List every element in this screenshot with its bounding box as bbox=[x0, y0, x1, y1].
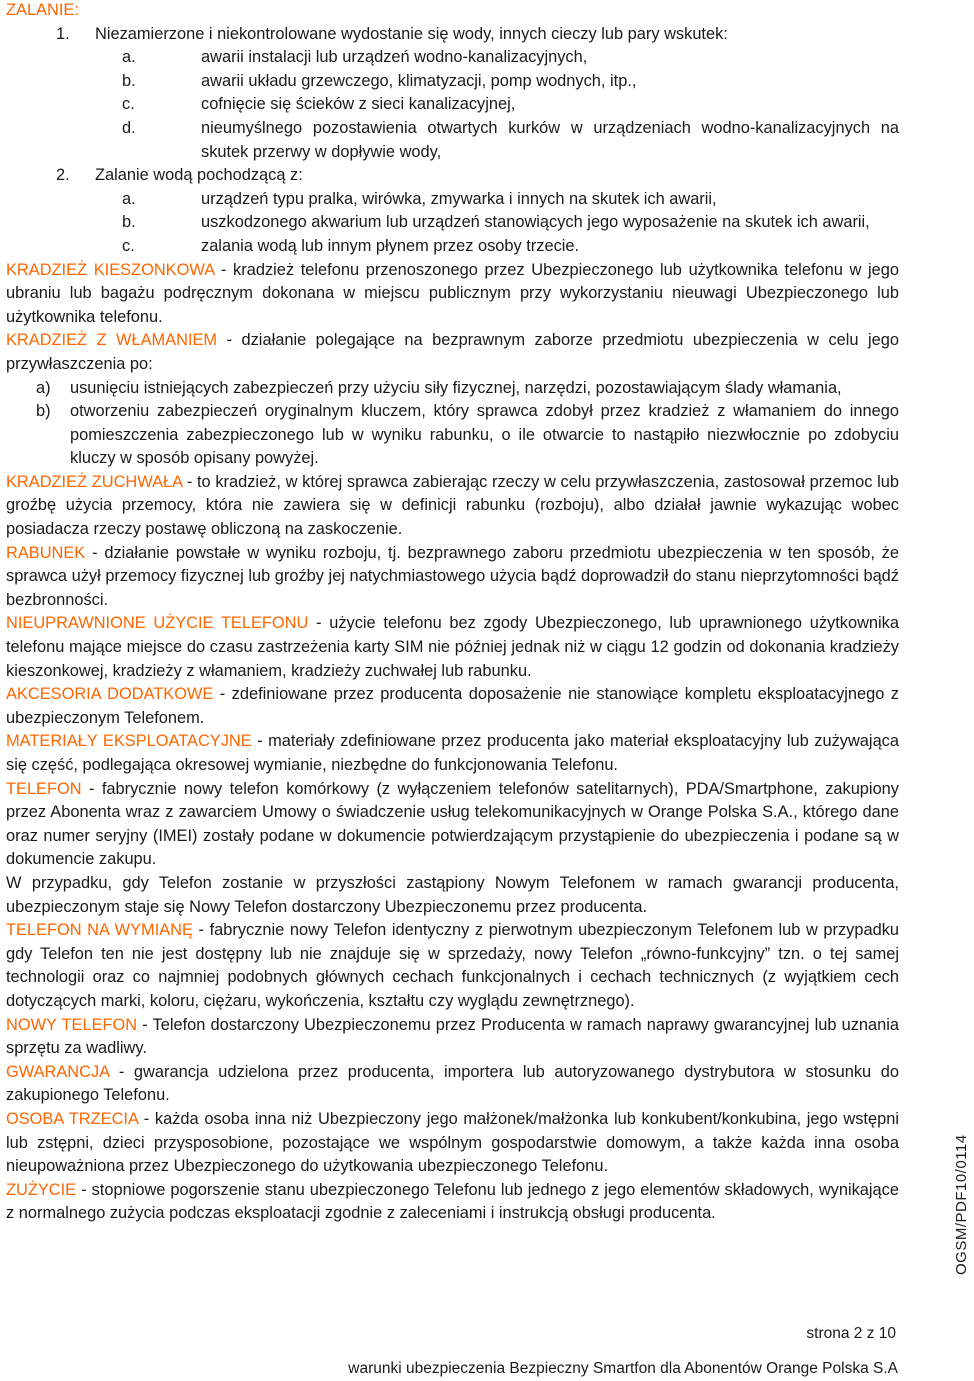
sub-list-item bbox=[6, 93, 899, 117]
list-item-text: Niezamierzone i niekontrolowane wydostanie się wody, innych cieczy lub pary wskutek: bbox=[95, 24, 728, 43]
definition-sub-item bbox=[6, 400, 899, 471]
list-item-text: Zalanie wodą pochodzącą z: bbox=[95, 166, 303, 185]
sub-list-letter: b. bbox=[122, 213, 136, 232]
sub-list-letter: c. bbox=[122, 236, 135, 255]
sub-list-text: uszkodzonego akwarium lub urządzeń stanowiących jego wyposażenie na skutek ich awarii, bbox=[201, 213, 870, 232]
definition-text: - fabrycznie nowy telefon komórkowy (z wyłączeniem telefonów satelitarnych), PDA/Smartphone, zakupiony przez Abonenta wraz z zawarciem Umowy o świadczenie usług telekomunikacyjnych w Orange Polska S.A., którego dane oraz numer seryjny (IMEI) zostały podane w dokumencie potwierdzającym przystąpienie do ubezpieczenia i podane są w dokumencie zakupu. bbox=[6, 779, 899, 869]
sub-list-letter: d. bbox=[122, 118, 136, 137]
definition-term: TELEFON bbox=[6, 779, 82, 798]
definition-term: KRADZIEŻ KIESZONKOWA bbox=[6, 260, 215, 279]
definition-gwarancja bbox=[6, 1061, 899, 1108]
definition-telefon bbox=[6, 778, 899, 872]
definition-text: - to kradzież, w której sprawca zabierając rzeczy w celu przywłaszczenia, zastosował przemoc lub groźbę użycia przemocy, która nie zawiera się w definicji rabunku (rozboju), albo działał jawnie wykazując wobec posiadacza rzeczy postawę obliczoną na zaskoczenie. bbox=[6, 472, 899, 539]
definition-materialy bbox=[6, 730, 899, 777]
sub-list-text: cofnięcie się ścieków z sieci kanalizacyjnej, bbox=[201, 95, 516, 114]
sub-list-text: zalania wodą lub innym płynem przez osoby trzecie. bbox=[201, 236, 580, 255]
footer-title: warunki ubezpieczenia Bezpieczny Smartfon dla Abonentów Orange Polska S.A bbox=[348, 1360, 898, 1377]
definition-term: RABUNEK bbox=[6, 543, 86, 562]
definition-term: GWARANCJA bbox=[6, 1062, 110, 1081]
definition-zuzycie bbox=[6, 1179, 899, 1226]
definition-term: KRADZIEŻ Z WŁAMANIEM bbox=[6, 331, 218, 350]
sub-list-item bbox=[6, 211, 899, 235]
definition-text: - użycie telefonu bez zgody Ubezpieczonego, lub uprawnionego użytkownika telefonu mające miejsce do czasu zastrzeżenia karty SIM nie później jednak niż w ciągu 12 godzin od dokonania kradzieży kieszonkowej, kradzieży z włamaniem, kradzieży zuchwałej lub rabunku. bbox=[6, 614, 899, 680]
definition-kradziez-z-wlamaniem bbox=[6, 329, 899, 376]
definition-text: - kradzież telefonu przenoszonego przez Ubezpieczonego lub użytkownika telefonu w jego ubraniu lub bagażu podręcznym dokonana w miejscu publicznym przy wykorzystaniu nieuwagi Ubezpieczonego lub użytkownika telefonu. bbox=[6, 260, 900, 326]
definition-text: - działanie polegające na bezprawnym zaborze przedmiotu ubezpieczenia w celu jego przywłaszczenia po: bbox=[6, 331, 899, 373]
definition-kradziez-zuchwala bbox=[6, 471, 899, 542]
sub-list-text: awarii układu grzewczego, klimatyzacji, pomp wodnych, itp., bbox=[201, 71, 637, 90]
list-number: 2. bbox=[56, 166, 70, 185]
definition-text: - zdefiniowane przez producenta doposażenie nie stanowiące kompletu eksploatacyjnego z ubezpieczonym Telefonem. bbox=[6, 685, 899, 727]
list-item bbox=[6, 164, 899, 188]
sub-list-letter: b. bbox=[122, 71, 136, 90]
definition-sub-text: otworzeniu zabezpieczeń oryginalnym kluczem, który sprawca zdobył przez kradzież z włamaniem do innego pomieszczenia zabezpieczonego lub w wyniku rabunku, o ile otwarcie to nastąpiło niezwłocznie po zdobyciu kluczy w sposób opisany powyżej. bbox=[70, 402, 899, 468]
definition-rabunek bbox=[6, 542, 899, 613]
definition-text: - materiały zdefiniowane przez producenta jako materiał eksploatacyjny lub zużywająca się część, podlegająca okresowej wymianie, niezbędne do funkcjonowania Telefonu. bbox=[6, 732, 899, 774]
definition-term: NOWY TELEFON bbox=[6, 1015, 138, 1034]
sub-list-item bbox=[6, 117, 899, 164]
definition-text: - działanie powstałe w wyniku rozboju, tj. bezprawnego zaboru przedmiotu ubezpieczenia w ten sposób, że sprawca użył przemocy fizycznej lub groźby jej natychmiastowego użycia bądź doprowadził do stanu nieprzytomności bądź bezbronności. bbox=[6, 543, 899, 609]
definition-text: - stopniowe pogorszenie stanu ubezpieczonego Telefonu lub jednego z jego elementów składowych, wynikające z normalnego zużycia podczas eksploatacji zgodnie z zaleceniami i instrukcją obsługi producenta. bbox=[6, 1180, 899, 1223]
definition-akcesoria bbox=[6, 683, 899, 730]
definition-text: - gwarancja udzielona przez producenta, importera lub autoryzowanego dystrybutora w stosunku do zakupionego Telefonu. bbox=[6, 1062, 899, 1105]
definition-text: - każda osoba inna niż Ubezpieczony jego małżonek/małżonka lub konkubent/konkubina, jego wstępni lub zstępni, dzieci przysposobione, pozostające we wspólnym gospodarstwie domowym, a także każda inna osoba nieupoważniona przez Ubezpieczonego do użytkowania ubezpieczonego Telefonu. bbox=[6, 1109, 899, 1176]
sub-list-letter: a. bbox=[122, 48, 136, 67]
document-page bbox=[6, 0, 899, 1226]
sub-list-text: awarii instalacji lub urządzeń wodno-kanalizacyjnych, bbox=[201, 48, 588, 67]
sub-list-item bbox=[6, 46, 899, 70]
definition-term: AKCESORIA DODATKOWE bbox=[6, 685, 214, 704]
definition-term: ZUŻYCIE bbox=[6, 1180, 77, 1199]
definition-sub-letter: b) bbox=[36, 402, 51, 421]
definition-term: KRADZIEŻ ZUCHWAŁA bbox=[6, 472, 183, 491]
definition-sub-item bbox=[6, 377, 899, 401]
sub-list-letter: a. bbox=[122, 189, 136, 208]
definition-term: TELEFON NA WYMIANĘ bbox=[6, 921, 193, 940]
definition-text: - fabrycznie nowy Telefon identyczny z pierwotnym ubezpieczonym Telefonem lub w przypadku gdy Telefon ten nie jest dostępny lub nie znajduje się w sprzedaży, nowy Telefon „równo-funkcyjny” tzn. o tej samej technologii oraz co najmniej podobnych głównych cechach funkcjonalnych i cechach technicznych (z wyjątkiem cech dotyczących marki, koloru, ciężaru, wykończenia, kształtu czy wyglądu zewnętrznego). bbox=[6, 921, 900, 1010]
sub-list-text: nieumyślnego pozostawienia otwartych kurków w urządzeniach wodno-kanalizacyjnych na skutek przerwy w dopływie wody, bbox=[201, 118, 899, 161]
definition-term: MATERIAŁY EKSPLOATACYJNE bbox=[6, 732, 252, 751]
zalanie-heading: ZALANIE: bbox=[6, 1, 79, 19]
definition-osoba-trzecia bbox=[6, 1108, 899, 1179]
definition-sub-text: usunięciu istniejących zabezpieczeń przy użyciu siły fizycznej, narzędzi, pozostawiającym ślady włamania, bbox=[70, 378, 842, 397]
definition-telefon-note: W przypadku, gdy Telefon zostanie w przyszłości zastąpiony Nowym Telefonem w ramach gwarancji producenta, ubezpieczonym staje się Nowy Telefon dostarczony Ubezpieczonemu przez producenta. bbox=[6, 873, 899, 916]
sub-list-text: urządzeń typu pralka, wirówka, zmywarka i innych na skutek ich awarii, bbox=[201, 189, 717, 208]
definition-term: NIEUPRAWNIONE UŻYCIE TELEFONU bbox=[6, 614, 309, 633]
definition-nowy-telefon bbox=[6, 1014, 899, 1061]
list-item bbox=[6, 23, 899, 47]
definition-text: - Telefon dostarczony Ubezpieczonemu przez Producenta w ramach naprawy gwarancyjnej lub uznania sprzętu za wadliwy. bbox=[6, 1015, 899, 1058]
sub-list-item bbox=[6, 235, 899, 259]
document-code: OGSM/PDF10/0114 bbox=[953, 1134, 970, 1275]
sub-list-letter: c. bbox=[122, 95, 135, 114]
definition-kradziez-kieszonkowa bbox=[6, 259, 899, 330]
sub-list-item bbox=[6, 70, 899, 94]
definition-nieuprawnione-uzycie bbox=[6, 612, 899, 683]
definition-telefon-na-wymiane bbox=[6, 919, 899, 1013]
page-number: strona 2 z 10 bbox=[806, 1325, 896, 1342]
definition-term: OSOBA TRZECIA bbox=[6, 1109, 139, 1128]
definition-sub-letter: a) bbox=[36, 378, 51, 397]
list-number: 1. bbox=[56, 24, 70, 43]
sub-list-item bbox=[6, 188, 899, 212]
